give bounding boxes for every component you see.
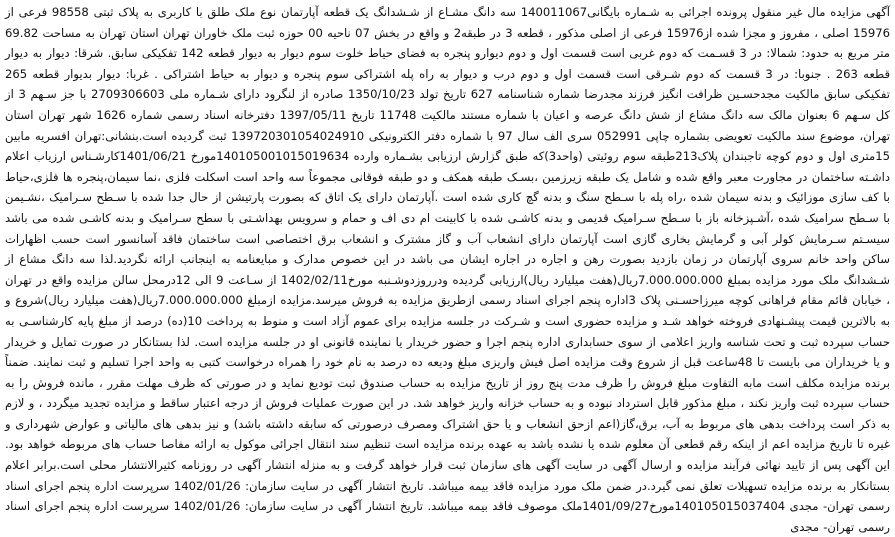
notice-text: آگهی مزایده مال غیر منقول پرونده اجرائی به شـماره بایگانی140011067 سه دانگ مشـاع از شـشدانگ یک قطعه آپارتمان نوع ملک طلق با کاربری به پلاک ثبتی 98558 فرعی از 15976 اصلی ، مفروز و مجزا شده از15976 فرعی از اصلی مذکور ، قطعه 3 در طبقه2 و واقع در بخش 07 ناحیه 00 حوزه ثبت ملک خاوران تهران استان تهران به مساحت 69.82 متر مربع به حدود: شمالا: در 3 قسـمت که دوم غربی است قسمت اول و دوم دیوارو پنجره به فضای حیاط خلوت سوم دیوار به دیوار قطعه 142 تفکیکی سابق. شرقا: دیوار به دیوار قطعه 263 . جنوبا: در 3 قسمت که دوم شـرقی است قسمت اول و دوم درب و دیوار به راه پله اشتراکی سوم پنجره و دیوار به حیاط اشتراکی . غربا: دیوار بدیوار قطعه 265 تفکیکی سابق مالکیت مجدحسـین ظرافت انگیز فرزند مجدرضا شماره شناسنامه 627 تاریخ تولد 1350/10/23 صادره از لنگرود دارای شـماره ملی 2709306603 با جز سـهم 3 از کل سـهم 6 بعنوان مالک سه دانگ مشاع از شش دانگ عرصه و اعیان با شماره مستند مالکیت 11748 تاریخ 1397/05/11 دفترخانه اسناد رسمی شماره 1626 شهر تهران استان تهران، موضوع سند مالکیت تعویضی بشماره چاپی 052991 سری الف سال 97 با شماره دفتر الکترونیکی 139720301054024910 ثبت گردیده است.بنشانی:تهران افسریه مابین 15متری اول و دوم کوچه تاجبندان پلاک213طبقه سوم روئیتی (واحد3)که طبق گزارش ارزیابی بشـماره وارده 140105001015019634مورخ 1401/06/21کارشـناس ارزیاب اعلام داشـته ساختمان در مجاورت معبر واقع شده و شامل یک طبقه زیرزمین ،بسـک طبقه همکف و دو طبقه فوقانی مجموعاً سه واحد است اسکلت فلزی ،نما سیمان،پنجره ها فلزی،حیاط با کف سازی موزائیک و بدنه سیمان شده ،راه پله با سـطح سنگ و بدنه گچ کاری شده است .آپارتمان دارای یک اتاق که بصورت پارتیشن از حال جدا شده با سـطح سـرامیک ،نشـیمن با سـطح سرامیک شده ،آشـپزخانه باز با سـطح سـرامیک قدیمی و بدنه کاشـی شده با کابینت ام دی اف و حمام و سرویس بهداشـتی با سطح سـرامیک و بدنه کاشـی شده می باشد سیسـتم سـرمایش کولر آبی و گرمایش بخاری گازی است آپارتمان دارای انشعاب آب و گاز مشترک و انشعاب برق اختصاصی است ساختمان فاقد آسانسور است حسب اظهارات ساکن واحد خانم سروی آپارتمان در زمان بازدید بصورت رهن و اجاره در اجاره ایشان می باشد در این خصوص مدارک و مبایعنامه به اینجانب ارائه نگردید.لذا سه دانگ مشاع از شـشدانگ ملک مورد مزایده بمبلغ 7.000.000.000ریال(هفت میلیارد ریال)ارزیابی گردیده ودرروزدوشـنبه مورخ1402/02/11 از سـاعت 9 الی 12درمحل سالن مزایده واقع در تهران ، خیابان قائم مقام فراهانی کوچه میرزاحسـنی پلاک 3اداره پنجم اجرای اسناد رسمی ازطریق مزایده به فروش میرسد.مزایده ازمبلغ 7.000.000.000ریال(هفت میلیارد ریال)شروع و به بالاترین قیمت پیشـنهادی فروخته خواهد شـد و مزایده حضوری است و شـرکت در جلسه مزایده برای عموم آزاد است و منوط به پرداخت 10(ده) درصد از مبلغ پایه کارشناسـی به حساب سپرده ثبت و تحت شناسه واریز اعلامی از سوی حسابداری اداره پنجم اجرا و حضور خریدار یا نماینده قانونی او در جلسه مزایده است. لذا بستانکار در صورت تمایل و خریدار و یا خریداران می بایست تا 48ساعت قبل از شروع وقت مزایده اصل فیش واریزی مبلغ ودیعه ده درصد به نام خود را همراه درخواست کتبی به واحد اجرا تسلیم و ثبت نمایند. ضمناً برنده مزایده مکلف است مابه التفاوت مبلغ فروش را ظرف مدت پنج روز از تاریخ مزایده به حساب صندوق ثبت تودیع نماید و در صورتی که ظرف مهلت مقرر ، مانده فروش را به حساب سپرده ثبت واریز نکند ، مبلغ مذکور قابل استرداد نبوده و به حساب خزانه واریز خواهد شد. در این صورت عملیات فروش از درجه اعتبار ساقط و مزایده تجدید میگردد ، و لازم به ذکر است پرداخت بدهی های مربوط به آب، برق،گاز(اعم ازحق انشعاب و یا حق اشتراک ومصرف درصورتی که سابقه داشته باشد) و نیز بدهی های مالیاتی و عوارض شهرداری و غیره تا تاریخ مزایده اعم از اینکه رقم قطعی آن معلوم شده یا نشده باشد به عهده برنده مزایده است تنظیم سند انتقال اجرائی موکول به ارائه مفاصا حساب های مربوطه خواهد بود. این آگهی پس از تایید نهائی فرآیند مزایده و ارسال آگهی در سایت آگهی های سازمان ثبت قرار خواهد گرفت و به منزله انتشار آگهی در روزنامه کثیرالانتشار محلی است.برابر اعلام بستانکار به برنده مزایده تسهیلات تعلق نمی گیرد.در ضمن ملک مورد مزایده فاقد بیمه میباشد. تاریخ انتشار آگهی در سایت سازمان: 1402/01/26 سرپرست اداره پنجم اجرای اسناد رسمی تهران- مجدی 140105015037404مورخ1401/09/27ملک موصوف فاقد بیمه میباشد. تاریخ انتشار آگهی در سایت سازمان: 1402/01/26 سرپرست اداره پنجم اجرای اسناد رسمی تهران- مجدی xyxy=(5,5,891,534)
